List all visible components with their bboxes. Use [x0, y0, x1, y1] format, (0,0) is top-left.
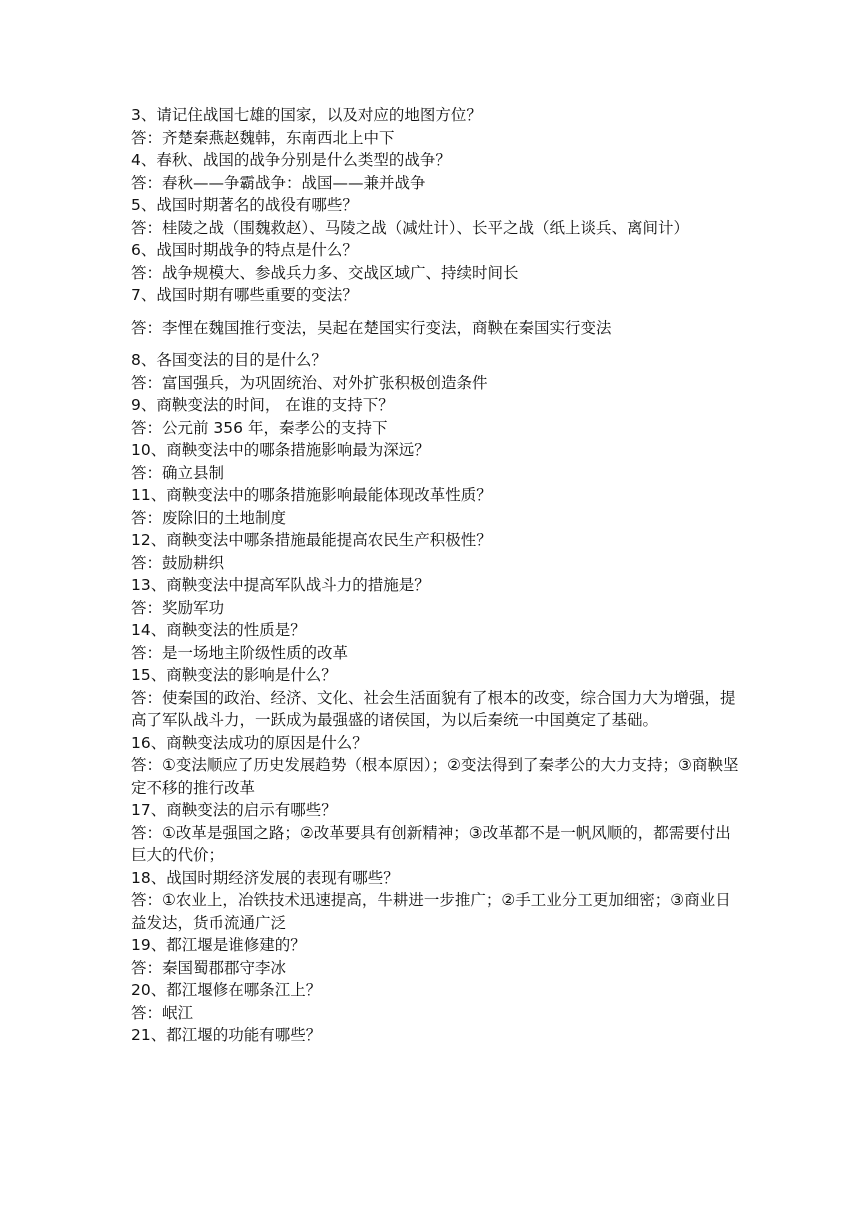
- answer-17: 答：①改革是强国之路；②改革要具有创新精神；③改革都不是一帆风顺的，都需要付出巨大的代价；: [131, 823, 731, 864]
- question-14: 14、商鞅变法的性质是？: [131, 621, 306, 639]
- answer-15: 答：使秦国的政治、经济、文化、社会生活面貌有了根本的改变，综合国力大为增强，提高了军队战斗力，一跃成为最强盛的诸侯国，为以后秦统一中国奠定了基础。: [131, 688, 736, 729]
- question-21: 21、都江堰的功能有哪些？: [131, 1026, 322, 1044]
- question-15: 15、商鞅变法的影响是什么？: [131, 666, 337, 684]
- answer-10: 答：确立县制: [131, 463, 225, 482]
- answer-3: 答：齐楚秦燕赵魏韩，东南西北上中下: [131, 128, 395, 147]
- answer-20: 答：岷江: [131, 1003, 194, 1022]
- question-20: 20、都江堰修在哪条江上？: [131, 981, 322, 999]
- answer-18: 答：①农业上，冶铁技术迅速提高，牛耕进一步推广；②手工业分工更加细密；③商业日益发达，货币流通广泛: [131, 891, 731, 932]
- question-11: 11、商鞅变法中的哪条措施影响最能体现改革性质？: [131, 486, 492, 504]
- answer-5: 答：桂陵之战（围魏救赵）、马陵之战（减灶计）、长平之战（纸上谈兵、离间计）: [131, 218, 690, 237]
- answer-13: 答：奖励军功: [131, 598, 225, 617]
- answer-6: 答：战争规模大、参战兵力多、交战区域广、持续时间长: [131, 263, 519, 282]
- answer-14: 答：是一场地主阶级性质的改革: [131, 643, 349, 662]
- question-10: 10、商鞅变法中的哪条措施影响最为深远？: [131, 441, 430, 459]
- answer-9: 答：公元前 356 年，秦孝公的支持下: [131, 418, 388, 437]
- question-13: 13、商鞅变法中提高军队战斗力的措施是？: [131, 576, 430, 594]
- question-3: 3、请记住战国七雄的国家，以及对应的地图方位？: [131, 106, 482, 124]
- question-18: 18、战国时期经济发展的表现有哪些？: [131, 868, 399, 887]
- question-17: 17、商鞅变法的启示有哪些？: [131, 801, 337, 819]
- answer-8: 答：富国强兵，为巩固统治、对外扩张积极创造条件: [131, 373, 488, 392]
- question-16: 16、商鞅变法成功的原因是什么？: [131, 733, 368, 752]
- question-9: 9、商鞅变法的时间， 在谁的支持下？: [131, 396, 394, 414]
- answer-16: 答：①变法顺应了历史发展趋势（根本原因）；②变法得到了秦孝公的大力支持；③商鞅坚定不移的推行改革: [131, 756, 739, 797]
- question-6: 6、战国时期战争的特点是什么？: [131, 241, 358, 259]
- question-4: 4、春秋、战国的战争分别是什么类型的战争？: [131, 151, 451, 169]
- question-8: 8、各国变法的目的是什么？: [131, 351, 327, 369]
- question-5: 5、战国时期著名的战役有哪些？: [131, 196, 358, 214]
- question-19: 19、都江堰是谁修建的？: [131, 936, 306, 954]
- answer-7: 答：李悝在魏国推行变法，吴起在楚国实行变法，商鞅在秦国实行变法: [131, 318, 612, 337]
- answer-12: 答：鼓励耕织: [131, 553, 225, 572]
- question-7: 7、战国时期有哪些重要的变法？: [131, 286, 358, 304]
- answer-4: 答：春秋——争霸战争：战国——兼并战争: [131, 173, 426, 192]
- answer-19: 答：秦国蜀郡郡守李冰: [131, 958, 287, 977]
- answer-11: 答：废除旧的土地制度: [131, 508, 287, 527]
- qa-list: [131, 104, 741, 1047]
- question-12: 12、商鞅变法中哪条措施最能提高农民生产积极性？: [131, 531, 492, 549]
